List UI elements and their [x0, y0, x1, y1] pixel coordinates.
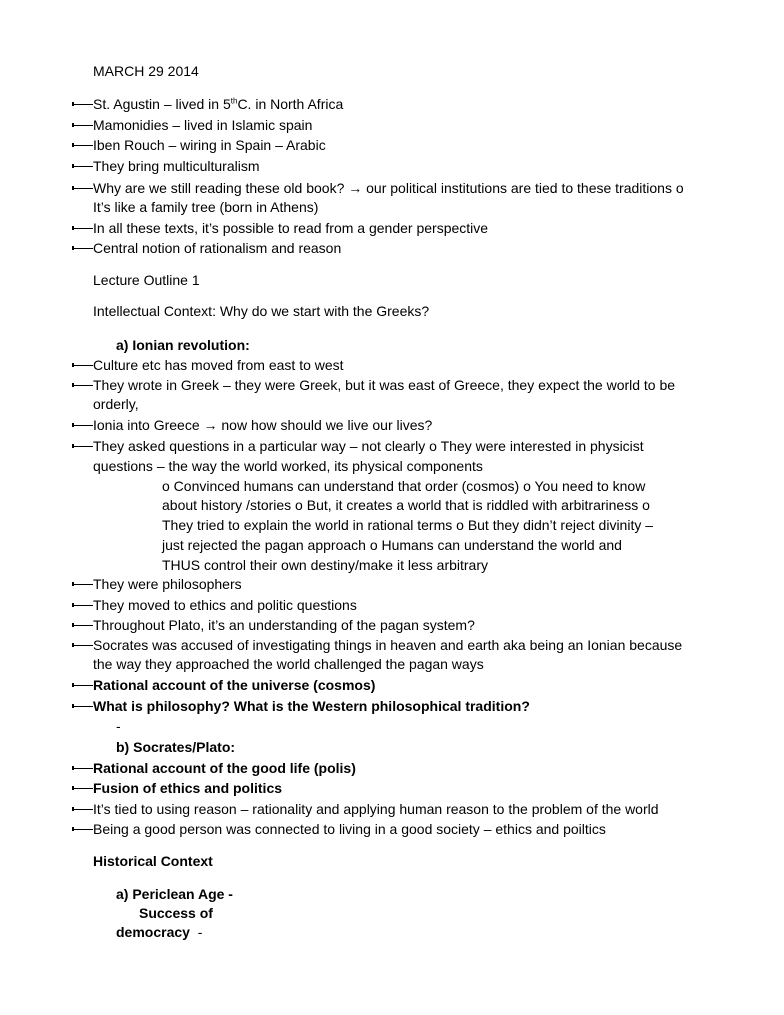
- note-line: Culture etc has moved from east to west: [93, 357, 344, 373]
- bullet-icon: [72, 799, 93, 819]
- note-line-bold: What is philosophy? What is the Western philosophical tradition?: [93, 698, 530, 714]
- subsection-heading-continued: Success of: [139, 905, 213, 921]
- note-line-bold: Fusion of ethics and politics: [93, 780, 283, 796]
- note-line: They wrote in Greek – they were Greek, but it was east of Greece, they expect the world to be: [93, 377, 676, 393]
- note-line: St. Agustin – lived in 5thC. in North Africa: [93, 96, 344, 112]
- note-line: Why are we still reading these old book? → our political institutions are tied to these traditions o: [93, 180, 684, 196]
- indented-line: o Convinced humans can understand that order (cosmos) o You need to know: [162, 478, 646, 494]
- subsection-heading-continued: democracy -: [116, 924, 203, 940]
- bullet-icon: [72, 178, 93, 198]
- dash-marker: -: [116, 718, 121, 734]
- indented-line: just rejected the pagan approach o Humans can understand the world and: [162, 537, 622, 553]
- subsection-heading: a) Ionian revolution:: [116, 337, 250, 353]
- note-line: Being a good person was connected to living in a good society – ethics and poiltics: [93, 821, 606, 837]
- note-line-continued: orderly,: [93, 396, 139, 412]
- bullet-icon: [72, 375, 93, 395]
- bullet-icon: [72, 595, 93, 615]
- document-date: MARCH 29 2014: [93, 63, 199, 79]
- note-line: They moved to ethics and politic questions: [93, 597, 357, 613]
- bullet-icon: [72, 218, 93, 238]
- bullet-icon: [72, 758, 93, 778]
- bullet-icon: [72, 635, 93, 655]
- note-line: It’s tied to using reason – rationality and applying human reason to the problem of the world: [93, 801, 659, 817]
- bullet-icon: [72, 156, 93, 176]
- bullet-icon: [72, 135, 93, 155]
- note-line: In all these texts, it’s possible to read from a gender perspective: [93, 220, 489, 236]
- note-line-continued: questions – the way the world worked, its physical components: [93, 458, 483, 474]
- bullet-icon: [72, 574, 93, 594]
- subsection-heading: a) Periclean Age -: [116, 886, 233, 902]
- note-line: Socrates was accused of investigating things in heaven and earth aka being an Ionian because: [93, 637, 683, 653]
- section-title: Intellectual Context: Why do we start with the Greeks?: [93, 303, 430, 319]
- bullet-icon: [72, 238, 93, 258]
- indented-line: THUS control their own destiny/make it less arbitrary: [162, 557, 488, 573]
- note-line: They were philosophers: [93, 576, 242, 592]
- bullet-icon: [72, 819, 93, 839]
- note-line-continued: It’s like a family tree (born in Athens): [93, 199, 319, 215]
- bullet-icon: [72, 436, 93, 456]
- note-line: Mamonidies – lived in Islamic spain: [93, 117, 313, 133]
- note-line: Iben Rouch – wiring in Spain – Arabic: [93, 137, 326, 153]
- note-line: They bring multiculturalism: [93, 158, 260, 174]
- note-line: Central notion of rationalism and reason: [93, 240, 342, 256]
- bullet-icon: [72, 94, 93, 114]
- bullet-icon: [72, 615, 93, 635]
- bullet-icon: [72, 778, 93, 798]
- bullet-icon: [72, 415, 93, 435]
- bullet-icon: [72, 355, 93, 375]
- bullet-icon: [72, 675, 93, 695]
- bullet-icon: [72, 696, 93, 716]
- note-line: They asked questions in a particular way – not clearly o They were interested in physicist: [93, 438, 644, 454]
- note-line: Ionia into Greece → now how should we live our lives?: [93, 417, 433, 433]
- indented-line: about history /stories o But, it creates a world that is riddled with arbitrariness o: [162, 497, 650, 513]
- section-heading: Historical Context: [93, 853, 213, 869]
- section-title: Lecture Outline 1: [93, 272, 200, 288]
- subsection-heading: b) Socrates/Plato:: [116, 739, 236, 755]
- note-line: Throughout Plato, it’s an understanding of the pagan system?: [93, 617, 475, 633]
- indented-line: They tried to explain the world in rational terms o But they didn’t reject divinity –: [162, 517, 654, 533]
- note-line-bold: Rational account of the good life (polis): [93, 760, 356, 776]
- note-line-continued: the way they approached the world challenged the pagan ways: [93, 656, 484, 672]
- bullet-icon: [72, 115, 93, 135]
- note-line-bold: Rational account of the universe (cosmos): [93, 677, 376, 693]
